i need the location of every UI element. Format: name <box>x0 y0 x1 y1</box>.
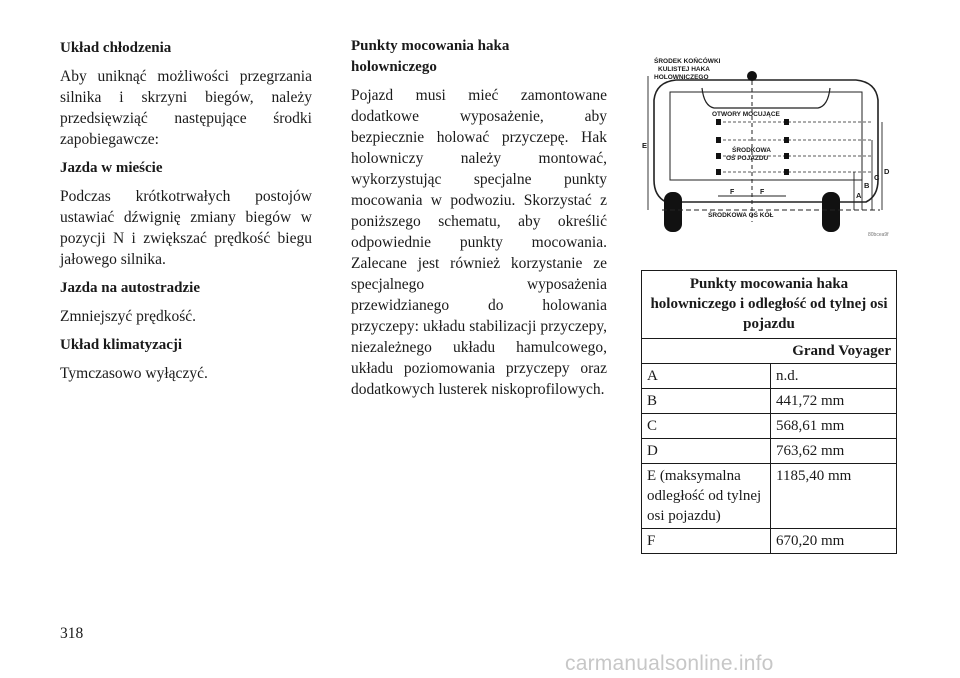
dim-f1-label: F <box>730 189 735 196</box>
table-row <box>642 439 897 464</box>
mount-hole <box>784 119 789 125</box>
label-hitch-center-1: ŚRODEK KOŃCÓWKI <box>654 58 721 65</box>
para-hitch-points: Pojazd musi mieć zamontowane dodatkowe wyposażenie, aby bezpiecznie holować przyczepę. Hak holowniczy należy montować, wykorzystując specjalne punkty mocowania w podwoziu. Skorzystać z poniższego schematu, aby określić odpowiednie punkty mocowania. Zalecane jest również korzystanie ze specjalnego wyposażenia przewidzianego do holowania przyczepy: układu stabilizacji przyczepy, niezależnego układu hamulcowego, układu poziomowania przyczepy oraz dodatkowych lusterek niskoprofilowych. <box>351 87 607 398</box>
mount-hole <box>784 137 789 143</box>
row-label: E (maksymalna odległość od tylnej osi pojazdu) <box>642 464 771 529</box>
left-column <box>60 36 312 392</box>
left-wheel <box>664 192 682 232</box>
heading-highway: Jazda na autostradzie <box>60 280 200 296</box>
dim-a-label: A <box>856 191 862 200</box>
row-value: 763,62 mm <box>771 439 897 464</box>
table-row <box>642 529 897 554</box>
label-wheel-axis: ŚRODKOWA OŚ KÓŁ <box>708 212 774 219</box>
heading-hitch-points: Punkty mocowania haka holowniczego <box>351 38 510 75</box>
dim-d-label: D <box>884 167 890 176</box>
para-cooling: Aby uniknąć możliwości przegrzania silnika i skrzyni biegów, należy przedsięwziąć następujące środki zapobiegawcze: <box>60 68 312 148</box>
hitch-points-table <box>641 270 897 554</box>
label-hitch-center-3: HOLOWNICZEGO <box>654 74 709 81</box>
dim-c-label: C <box>874 173 880 182</box>
right-wheel <box>822 192 840 232</box>
row-label: F <box>642 529 771 554</box>
heading-city: Jazda w mieście <box>60 160 163 176</box>
table-column-header: Grand Voyager <box>642 339 897 364</box>
table-row <box>642 364 897 389</box>
para-city: Podczas krótkotrwałych postojów ustawiać dźwignię zmiany biegów w pozycji N i zwiększać prędkość biegu jałowego silnika. <box>60 188 312 268</box>
table-row <box>642 414 897 439</box>
table-row <box>642 389 897 414</box>
mount-hole <box>784 153 789 159</box>
middle-column <box>351 36 607 408</box>
heading-ac: Układ klimatyzacji <box>60 337 183 353</box>
mount-hole <box>716 153 721 159</box>
vehicle-outline <box>654 80 878 202</box>
table-row <box>642 464 897 529</box>
row-value: n.d. <box>771 364 897 389</box>
hitch-ball <box>747 71 757 81</box>
dim-b-label: B <box>864 181 870 190</box>
mount-hole <box>716 119 721 125</box>
mount-hole <box>716 169 721 175</box>
label-holes: OTWORY MOCUJĄCE <box>712 111 780 118</box>
para-ac: Tymczasowo wyłączyć. <box>60 365 208 382</box>
mount-hole <box>716 137 721 143</box>
watermark: carmanualsonline.info <box>565 652 774 675</box>
dim-e-label: E <box>642 141 648 150</box>
table-title: Punkty mocowania haka holowniczego i odległość od tylnej osi pojazdu <box>642 271 897 339</box>
row-label: B <box>642 389 771 414</box>
row-value: 1185,40 mm <box>771 464 897 529</box>
row-value: 441,72 mm <box>771 389 897 414</box>
heading-cooling: Układ chłodzenia <box>60 40 172 56</box>
vehicle-inner-frame <box>670 92 862 180</box>
para-highway: Zmniejszyć prędkość. <box>60 308 197 325</box>
dim-f2-label: F <box>760 189 765 196</box>
row-value: 568,61 mm <box>771 414 897 439</box>
row-label: A <box>642 364 771 389</box>
page-number: 318 <box>60 625 84 642</box>
figure-code: 80bcea9f <box>868 232 889 238</box>
row-label: C <box>642 414 771 439</box>
row-label: D <box>642 439 771 464</box>
mount-hole <box>784 169 789 175</box>
hitch-diagram <box>632 52 900 244</box>
rear-fascia <box>702 88 830 108</box>
row-value: 670,20 mm <box>771 529 897 554</box>
hitch-diagram-svg <box>632 52 900 244</box>
label-vehicle-axis-1: ŚRODKOWA <box>732 147 771 154</box>
label-vehicle-axis-2: OŚ POJAZDU <box>726 155 769 162</box>
label-hitch-center-2: KULISTEJ HAKA <box>658 66 711 73</box>
